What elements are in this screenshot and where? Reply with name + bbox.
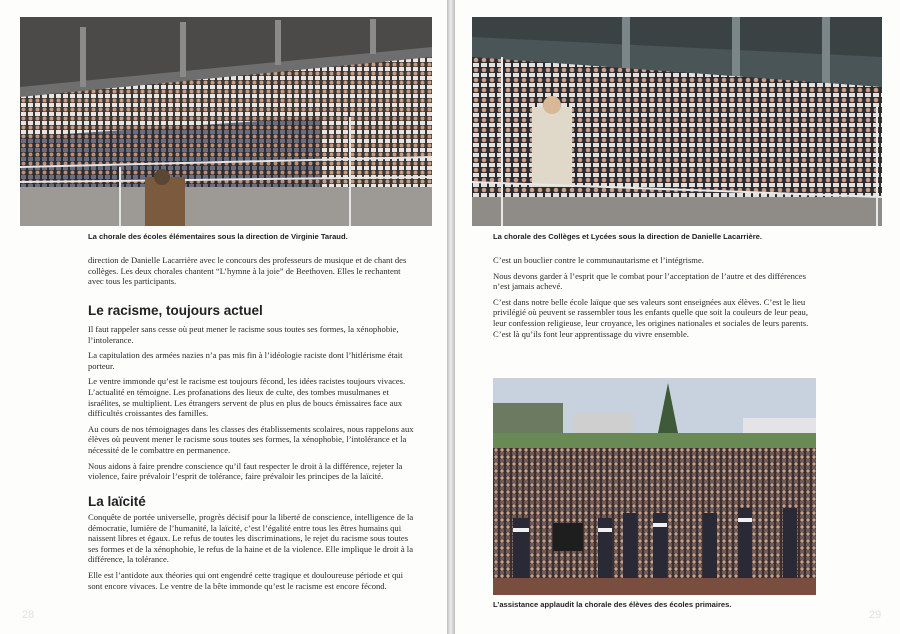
choir-colleges-photo <box>472 17 882 226</box>
paragraph: Nous aidons à faire prendre conscience qu’il faut respecter le droit à la différence, rejeter la violence, faire prévaloir l’esprit de tolérance, faire prévaloir les principes de la laïcité. <box>88 460 403 482</box>
page-number-left: 28 <box>22 609 35 621</box>
caption-assembly: L’assistance applaudit la chorale des élèves des écoles primaires. <box>493 600 732 609</box>
assembly-photo <box>493 378 816 595</box>
caption-colleges: La chorale des Collèges et Lycées sous la direction de Danielle Lacarrière. <box>493 232 762 241</box>
paragraph: C’est un bouclier contre le communautarisme et l’intégrisme. <box>493 255 704 265</box>
section-body-racism <box>88 324 418 487</box>
caption-elementary: La chorale des écoles élémentaires sous la direction de Virginie Taraud. <box>88 232 348 241</box>
right-body-text <box>493 255 823 344</box>
section-title-laicite: La laïcité <box>88 494 146 509</box>
choir-elementary-photo <box>20 17 432 226</box>
paragraph: C’est dans notre belle école laïque que ses valeurs sont enseignées aux élèves. C’est le lieu privilégié où peuvent se rassembler tous les enfants quelle que soit la couleurs de leur peau, leur confession religieuse, leur croyance, les origines nationales et sociales de leurs parents. C’est là qu’ils font leur apprentissage du vivre ensemble. <box>493 296 809 339</box>
paragraph: La capitulation des armées nazies n’a pas mis fin à l’idéologie raciste dont l’hitlérisme était porteur. <box>88 350 403 371</box>
right-page <box>455 0 900 634</box>
intro-text <box>88 255 418 292</box>
section-body-laicite <box>88 512 418 596</box>
paragraph: Nous devons garder à l’esprit que le combat pour l’acceptation de l’autre et des différences n’est jamais achevé. <box>493 270 806 292</box>
paragraph: Au cours de nos témoignages dans les classes des établissements scolaires, nous rappelons aux élèves où peuvent mener le racisme sous toutes ses formes, la xénophobie, l’intolérance et la nécessité de le combattre en permanence. <box>88 423 414 455</box>
page-number-right: 29 <box>869 609 882 621</box>
paragraph: Conquête de portée universelle, progrès décisif pour la liberté de conscience, intelligence de la démocratie, lumière de l’humanité, la laïcité, c’est l’égalité entre tous les êtres humains qui naissent libres et égaux. Le refus de toutes les discriminations, le rejet du racisme sous toutes ses formes et de la xénophobie, le refus de la haine et de la violence. Elle implique le droit à la différence, la tolérance. <box>88 512 414 565</box>
page-gutter <box>447 0 455 634</box>
left-page <box>0 0 447 634</box>
paragraph: Le ventre immonde qu’est le racisme est toujours fécond, les idées racistes toujours vivaces. L’actualité en témoigne. Les profanations des lieux de culte, des tombes musulmanes et israélites, se multiplient. Les étrangers servent de plus en plus de boucs émissaires face aux difficultés croissantes des familles. <box>88 376 406 419</box>
paragraph: direction de Danielle Lacarrière avec le concours des professeurs de musique et de chant des collèges. Les deux chorales chantent “L’hymne à la joie” de Beethoven. Elles le rechantent avec tous les participants. <box>88 255 407 287</box>
paragraph: Elle est l’antidote aux théories qui ont engendré cette tragique et douloureuse période et qui sont encore vivaces. Le ventre de la bête immonde qu’est le racisme est encore fécond. <box>88 569 403 591</box>
paragraph: Il faut rappeler sans cesse où peut mener le racisme sous toutes ses formes, la xénophobie, l’intolerance. <box>88 324 399 345</box>
section-title-racism: Le racisme, toujours actuel <box>88 303 263 318</box>
